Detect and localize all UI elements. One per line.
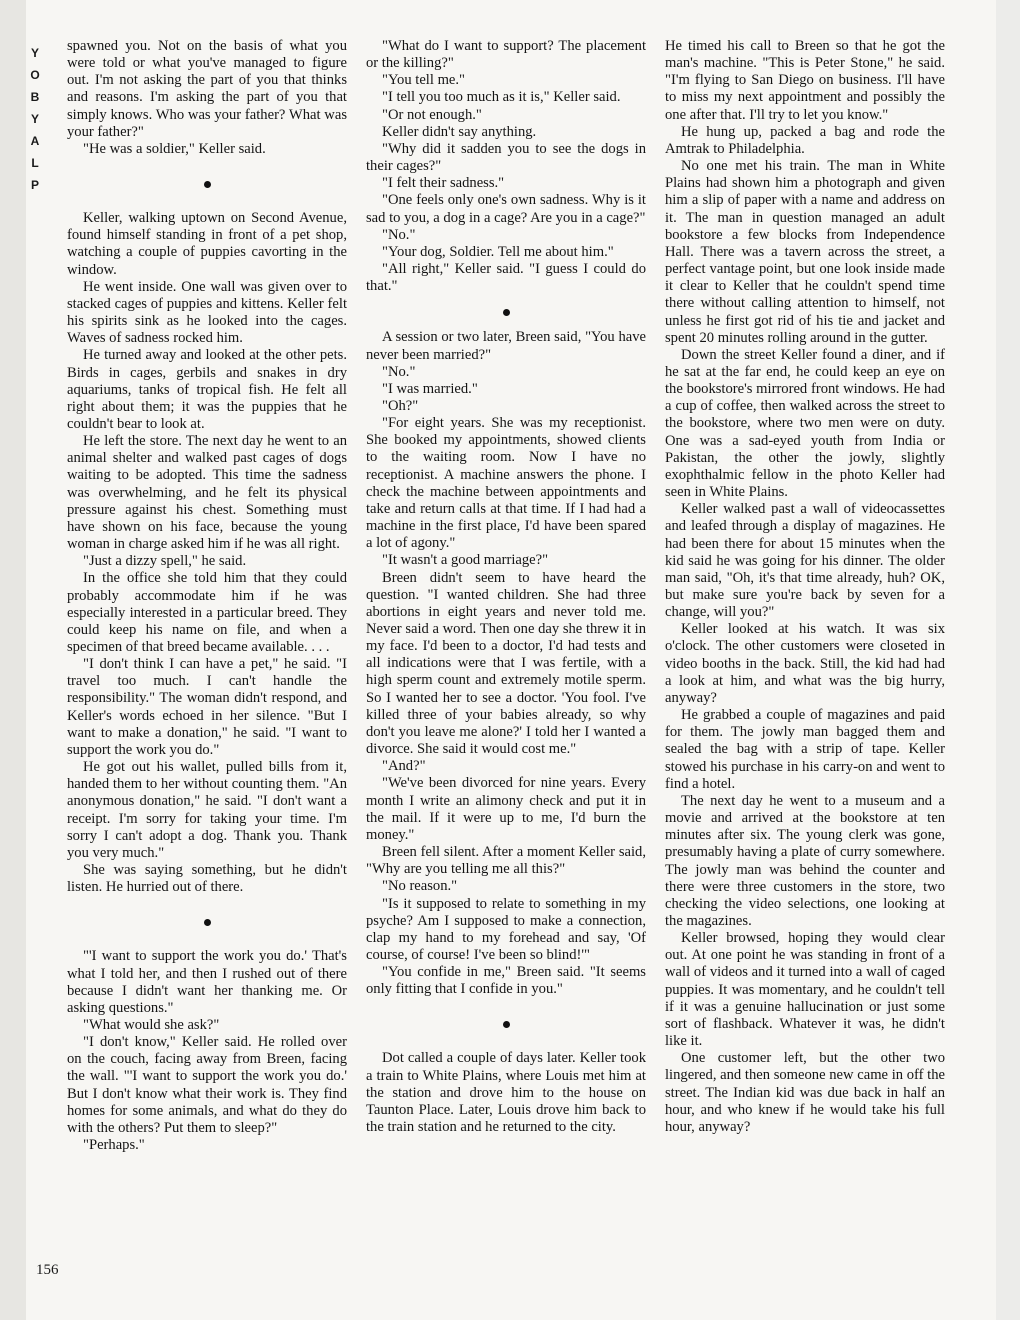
paragraph: Keller browsed, hoping they would clear out. At one point he was standing in front of a wall of videos and it turned into a wall of caged puppies. It was momentary, and he couldn't tell if it was a genuine hallucination or just some sort of flashback. Whatever it was, he didn't like it. xyxy=(665,930,945,1050)
paragraph: "I felt their sadness." xyxy=(382,175,505,192)
paragraph: "It wasn't a good marriage?" xyxy=(382,552,549,569)
paragraph: "Perhaps." xyxy=(83,1137,145,1154)
paragraph: "All right," Keller said. "I guess I could do that." xyxy=(366,261,646,295)
paragraph: He timed his call to Breen so that he got the man's machine. "This is Peter Stone," he said. "I'm flying to San Diego on business. I'll have to miss my next appointment and possibly the one after that. I'll try to let you know." xyxy=(665,38,945,123)
paragraph: Keller didn't say anything. xyxy=(382,123,537,140)
paragraph: Dot called a couple of days later. Keller took a train to White Plains, where Louis met him at the station and drove him to the house on Taunton Place. Later, Louis drove him back to the train station and he returned to the city. xyxy=(366,1050,646,1136)
paragraph: "You confide in me," Breen said. "It seems only fitting that I confide in you." xyxy=(366,964,646,998)
paragraph: "'I want to support the work you do.' That's what I told her, and then I rushed out of there because I didn't want her thanking me. Or asking questions." xyxy=(67,948,347,1016)
paragraph: The next day he went to a museum and a movie and arrived at the bookstore at ten minutes after six. The young clerk was gone, presumably having a plate of curry somewhere. The jowly man was behind the counter and there were three customers in the store, two checking the video selections, one looking at the magazines. xyxy=(665,792,945,929)
running-head-letter: A xyxy=(30,134,40,148)
paragraph: "He was a soldier," Keller said. xyxy=(83,140,266,157)
paragraph: He turned away and looked at the other pets. Birds in cages, gerbils and snakes in dry aquariums, tanks of tropical fish. He felt all right about them; it was the puppies that he couldn't bear to look at. xyxy=(67,347,347,432)
paragraph: He hung up, packed a bag and rode the Amtrak to Philadelphia. xyxy=(665,123,945,157)
running-head-letter: O xyxy=(30,68,40,82)
section-break xyxy=(366,295,646,329)
paragraph: "No reason." xyxy=(382,878,458,895)
running-head-letter: P xyxy=(30,178,39,192)
paragraph: spawned you. Not on the basis of what you were told or what you've managed to figure out. I'm not asking the part of you that thinks and reasons. I'm asking the part of you that simply knows. Who was your father? What was your father?" xyxy=(67,38,347,140)
section-break-dot xyxy=(503,309,510,316)
paragraph: "You tell me." xyxy=(382,72,466,89)
paragraph: A session or two later, Breen said, "You have never been married?" xyxy=(366,329,646,363)
text-column-2 xyxy=(366,38,646,1136)
paragraph: He got out his wallet, pulled bills from it, handed them to her without counting them. "An anonymous donation," he said. "I don't want a receipt. I'm sorry for taking your time. I'm sorry I can't adopt a dog. Thank you. Thank you very much." xyxy=(67,759,347,861)
paragraph: In the office she told him that they could probably accommodate him if he was especially interested in a particular breed. They could keep his name on file, and when a specimen of that breed became available. . . . xyxy=(67,570,347,655)
paragraph: One customer left, but the other two lingered, and then someone new came in off the street. The Indian kid was due back in half an hour, and who knew if he would take his full hour, anyway? xyxy=(665,1050,945,1135)
running-head xyxy=(28,42,42,196)
paragraph: "One feels only one's own sadness. Why is it sad to you, a dog in a cage? Are you in a cage?" xyxy=(366,192,646,226)
paragraph: "No." xyxy=(382,363,416,380)
section-break xyxy=(67,158,347,210)
paragraph: "I tell you too much as it is," Keller said. xyxy=(382,89,621,106)
paragraph: He grabbed a couple of magazines and paid for them. The jowly man bagged them and sealed the bag with a strip of tape. Keller stowed his purchase in his carry-on and went to find a hotel. xyxy=(665,707,945,792)
paragraph: He left the store. The next day he went to an animal shelter and walked past cages of dogs waiting to be adopted. This time the sadness was overwhelming, and he felt its physical pressure against his chest. Something must have shown on his face, because the young woman in charge asked him if he was all right. xyxy=(67,433,347,553)
running-head-letter: Y xyxy=(30,112,39,126)
paragraph: Keller looked at his watch. It was six o'clock. The other customers were closeted in video booths in the back. Still, the kid had had a look at him, and what was the big hurry, anyway? xyxy=(665,621,945,706)
section-break xyxy=(366,998,646,1050)
section-break-dot xyxy=(204,919,211,926)
text-column-3 xyxy=(665,38,945,1136)
paragraph: She was saying something, but he didn't listen. He hurried out of there. xyxy=(67,862,347,896)
paragraph: "For eight years. She was my receptionist. She booked my appointments, showed clients to the waiting room. Now I have no receptionist. A machine answers the phone. I check the machine between appointments and take and return calls at that time. If I had had a machine in the first place, I'd have been spared a lot of agony." xyxy=(366,415,646,552)
text-column-1 xyxy=(67,38,347,1154)
paragraph: Keller walked past a wall of videocassettes and leafed through a display of magazines. He had been there for about 15 minutes when the kid said he was going for his dinner. The older man said, "Oh, it's that time already, huh? OK, but make sure you're back by seven for a change, will you?" xyxy=(665,501,945,621)
paragraph: "Is it supposed to relate to something in my psyche? Am I supposed to make a connection, clap my hand to my forehead and say, 'Of course, of course! I've been so blind!'" xyxy=(366,895,646,963)
section-break xyxy=(67,896,347,948)
paragraph: "What do I want to support? The placement or the killing?" xyxy=(366,38,646,72)
paragraph: "Your dog, Soldier. Tell me about him." xyxy=(382,243,614,260)
paragraph: "No." xyxy=(382,226,416,243)
paragraph: "I was married." xyxy=(382,380,478,397)
paragraph: "Oh?" xyxy=(382,397,419,414)
paragraph: "I don't think I can have a pet," he said. "I travel too much. I can't handle the responsibility." The woman didn't respond, and Keller's words echoed in her silence. "But I want to make a donation," he said. "I want to support the work you do." xyxy=(67,656,347,758)
paragraph: Down the street Keller found a diner, and if he sat at the far end, he could keep an eye on the bookstore's mirrored front windows. He had a cup of coffee, then walked across the street to the bookstore, where two men were on duty. One was a sad-eyed youth from India or Pakistan, the other the jowly, slightly exophthalmic fellow in the photo Keller had seen in White Plains. xyxy=(665,346,945,501)
page-number: 156 xyxy=(36,1262,59,1278)
paragraph: "Why did it sadden you to see the dogs in their cages?" xyxy=(366,140,646,175)
page-left-margin xyxy=(0,0,26,1320)
paragraph: Breen fell silent. After a moment Keller said, "Why are you telling me all this?" xyxy=(366,844,646,878)
paragraph: Keller, walking uptown on Second Avenue, found himself standing in front of a pet shop, watching a couple of puppies cavorting in the window. xyxy=(67,210,347,278)
paragraph: "I don't know," Keller said. He rolled over on the couch, facing away from Breen, facing the wall. "'I want to support the work you do.' But I don't know what their work is. They find homes for some animals, and what do they do with the others? Put them to sleep?" xyxy=(67,1034,347,1136)
page-right-margin xyxy=(996,0,1020,1320)
paragraph: "Or not enough." xyxy=(382,106,482,123)
paragraph: "Just a dizzy spell," he said. xyxy=(83,553,247,570)
section-break-dot xyxy=(503,1021,510,1028)
paragraph: "What would she ask?" xyxy=(83,1016,220,1033)
paragraph: "And?" xyxy=(382,758,426,775)
running-head-letter: B xyxy=(30,90,40,104)
running-head-letter: Y xyxy=(30,46,39,60)
running-head-letter: L xyxy=(31,156,39,170)
paragraph: He went inside. One wall was given over to stacked cages of puppies and kittens. Keller felt his spirits sink as he looked into the cages. Waves of sadness rocked him. xyxy=(67,278,347,347)
paragraph: "We've been divorced for nine years. Every month I write an alimony check and put it in the mail. If it were up to me, I'd burn the money." xyxy=(366,775,646,843)
section-break-dot xyxy=(204,181,211,188)
paragraph: No one met his train. The man in White Plains had shown him a photograph and given him a slip of paper with a name and address on it. The man in question managed an adult bookstore a few blocks from Independence Hall. There was a tavern across the street, a perfect vantage point, but one look inside made it clear to Keller that he couldn't spend time there without calling attention to himself, not unless he first got rid of his tie and jacket and spent 20 minutes rolling around in the gutter. xyxy=(665,158,945,346)
paragraph: Breen didn't seem to have heard the question. "I wanted children. She had three abortions in eight years and never told me. Never said a word. Then one day she threw it in my face. I'd been to a doctor, I'd had tests and all indications were that I was fertile, with a high sperm count and extremely motile sperm. So I wanted her to see a doctor. 'You fool. I've killed three of your babies already, so why don't you leave me alone?' I told her I wanted a divorce. She said it would cost me." xyxy=(366,569,646,758)
